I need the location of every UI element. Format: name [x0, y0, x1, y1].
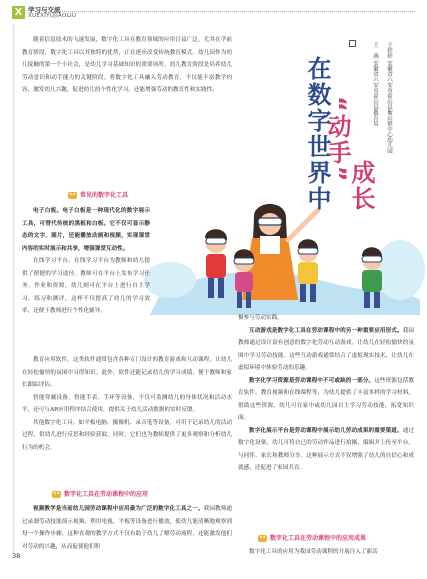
children-vr-illustration — [140, 150, 425, 315]
author-2: 王 燕 安徽省六安市霍山县教育局 — [372, 42, 378, 127]
article-title-part2: “动手” — [323, 96, 351, 184]
section-bullet-icon: •• — [69, 192, 76, 198]
column-title-pinyin: XUEXIYUJIAOLIU — [28, 13, 77, 19]
section1-text-wide: 教育应用软件。这类软件通常包含各种专门设计的教育游戏和互动课程，让幼儿在轻松愉快的氛围中习得知识。此外，软件还能记录幼儿的学习成绩，便于教师和家长跟踪评估。 智能穿戴设备。智能手表、手环等设备，不仅可监测幼儿的身体状况和活动水平，还可与AR应用程序结合使用，提供关于幼儿活动数据的实时反馈。 其他数字化工具。如平板电脑、摄像机、录音笔等设备，可用于记录幼儿的活动过程，供幼儿进行反思和经验获取。同时，它们也为教师提供了更多观察和分析幼儿行为的机会。 — [22, 357, 232, 451]
intro-paragraph: 随着信息技术的飞速发展，数字化工具在教育领域的应用日益广泛，尤其在学前教育阶段，数字化工具以其独特的优势，正在逐步改变传统教育模式。幼儿园作为幼儿接触的第一个小社会，是幼儿学习基础知识的重要场所。幼儿教育阶段是培养幼儿劳动意识和动手能力的关键阶段。将数字化工具融入劳动教育，不仅能丰富教学内容，激发幼儿兴趣，促进幼儿的个性化学习，还能增强劳动的教育性和实践性。 — [22, 37, 232, 93]
margin-bar — [12, 24, 15, 554]
section-heading-application: •• 数字化工具在劳动课程中的应用 — [53, 491, 149, 498]
section2-text: 视频教学是当前幼儿园劳动课程中应用最为广泛的数字化工具之一。我园教师通过录制劳动技能演示视频，利用电视、平板等设备进行播放，使幼儿能清晰地观察到每一个操作步骤。这种直观的教学方式不仅有助于幼儿了解劳动流程，还能激发他们对劳动的兴趣，从而促使他们积 — [22, 506, 232, 550]
section-heading-common-tools: •• 常见的数字化工具 — [69, 192, 129, 199]
author-1: 王婷婷 安徽省六安市霍山县衡山镇中心幼儿园 — [386, 42, 392, 154]
section-bullet-icon: •• — [53, 491, 60, 497]
column-title: 学习与交流 — [28, 6, 61, 14]
section1-text-narrow: 电子白板。电子白板是一种现代化的数字展示工具，可替代传统的黑板和白板。它不仅可显示静态的文字、图片，还能播放动画和视频，实现课堂内容的实时展示和共享，增强课堂互动性。 在线学习平台。在线学习平台为教师和幼儿提供了便捷的学习途径。教师可在平台上发布学习任务、作业和资源，幼儿则可在平台上进行自主学习、练习和测评，这样不仅提高了幼儿的学习效率，还便于教师进行个性化辅导。 — [22, 208, 150, 314]
page-number: 38 — [12, 552, 21, 560]
author-marker-icon — [349, 40, 356, 47]
results-text: 数字化工具的应用为我园劳动课程的开展注入了新活 — [249, 549, 378, 555]
header-divider — [60, 11, 415, 12]
article-title-part1: 在数字世界中 — [303, 56, 331, 212]
section-heading-results: •• 数字化工具在劳动课程中的应用成果 — [259, 535, 367, 542]
section-bullet-icon: •• — [259, 535, 266, 541]
right-column-text: 极参与劳动实践。 互动游戏是数字化工具在劳动课程中的另一种重要应用形式。我园教师通过设计富有创意的数字化劳动互动游戏，让幼儿在轻松愉快的氛围中学习劳动技能。这些互动游戏通常结合了虚拟现实技术，让幼儿在虚拟环境中体验劳动的乐趣。 数字化学习资源是劳动课程中不可或缺的一部分。这些资源包括教育软件、教育视频和在线课程等，为幼儿提供了丰富多样的学习材料。借助这些资源，幼儿可在家中或幼儿园自主学习劳动技能，拓宽知识面。 数字化展示平台是劳动课程中展示幼儿劳动成果的重要渠道。通过数字化设备，幼儿可将自己的劳动作品进行拍摄、编辑并上传至平台，与同伴、家长和教师分享。这种展示方式不仅增强了幼儿的自信心和成就感，还促进了家园共育。 — [238, 315, 414, 471]
article-title-part3: 成长 — [347, 160, 375, 212]
column-badge-icon: X — [12, 6, 25, 19]
